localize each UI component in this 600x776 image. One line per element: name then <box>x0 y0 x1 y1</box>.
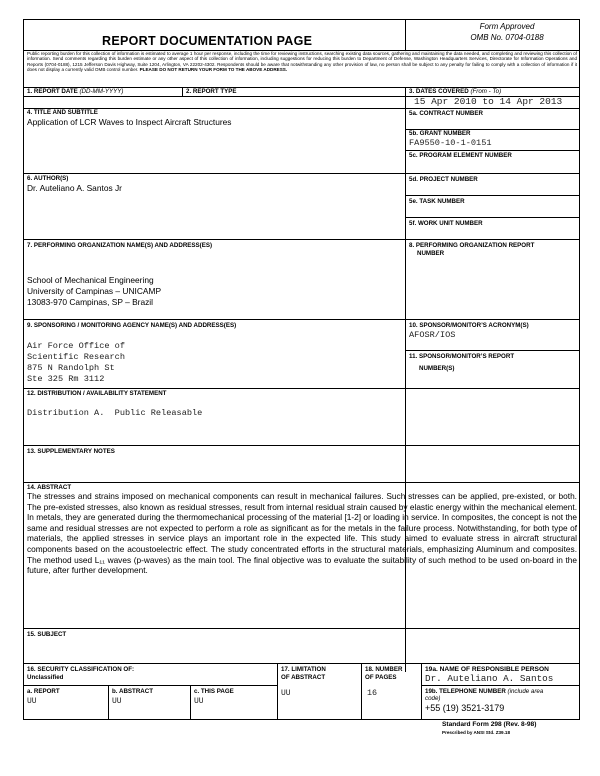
limitation-label: 17. LIMITATION <box>281 666 326 673</box>
report-class-label: a. REPORT <box>27 688 60 695</box>
sponsor-report-label-2: NUMBER(S) <box>419 365 455 372</box>
project-number-label: 5d. PROJECT NUMBER <box>409 176 478 183</box>
authors-label: 6. AUTHOR(S) <box>27 175 69 182</box>
authors-value: Dr. Auteliano A. Santos Jr <box>27 183 122 193</box>
num-pages-label: 18. NUMBER <box>365 666 403 673</box>
responsible-person-value: Dr. Auteliano A. Santos <box>425 673 554 684</box>
dates-covered-value: 15 Apr 2010 to 14 Apr 2013 <box>414 96 563 107</box>
sponsor-acronym-label: 10. SPONSOR/MONITOR’S ACRONYM(S) <box>409 322 529 329</box>
notice-warning: PLEASE DO NOT RETURN YOUR FORM TO THE ABOVE ADDRESS. <box>139 67 288 73</box>
abstract-text: The stresses and strains imposed on mechanical components can result in mechanical failures. Such stresses can be applied, pre-existed, or both. The pre-existed stresses, also known as residual stresses, result from internal residual strain caused by elastic energy within the mechanical element. In metals, they are generated during the thermomechanical processing of the material [1-2] or loading in service. In composites, the concept is not the same and residual stresses are not expected to perform a role as significant as for the metals in the failure process. Notwithstanding, for both type of materials, the applied stresses in service plays an important role in the expected life. This study aimed to evaluate stress in aircraft structural components based on the acoustoelectric effect. The study concentrated efforts in the structural materials, emphasizing Aluminum and composites. The method used L₁₁ waves (p-waves) as the main tool. The final objective was to evaluate the suitability of such method to be used on-board in the future, after further development. <box>27 491 577 576</box>
page-class-label: c. THIS PAGE <box>194 688 234 695</box>
num-pages-value: 16 <box>367 688 378 698</box>
report-class-value: UU <box>27 697 37 706</box>
sponsoring-agency-line: Ste 325 Rm 3112 <box>27 374 105 384</box>
distribution-label: 12. DISTRIBUTION / AVAILABILITY STATEMENT <box>27 390 167 397</box>
grant-number-value: FA9550-10-1-0151 <box>409 138 492 148</box>
burden-notice: Public reporting burden for this collection of information is estimated to average 1 hour per response, including the time for reviewing instructions, searching existing data sources, gathering and maintaining the data needed, and completing and reviewing this collection of information. Send comments regarding this burden estimate or any other aspect of this collection of information, including suggestions for reducing this burden to Department of Defense, Washington Headquarters Services, Directorate for Information Operations and Reports (0704-0188), 1215 Jefferson Davis Highway, Suite 1204, Arlington, VA 22202-4302. Respondents should be aware that notwithstanding any other provision of law, no person shall be subject to any penalty for failing to comply with a collection of information if it does not display a currently valid OMB control number. PLEASE DO NOT RETURN YOUR FORM TO THE ABOVE ADDRESS. <box>27 51 577 73</box>
telephone-hint: code) <box>425 695 441 702</box>
sponsoring-agency-line: Air Force Office of <box>27 341 125 351</box>
dates-covered-label: 3. DATES COVERED (From - To) <box>409 88 502 95</box>
subject-label: 15. SUBJECT <box>27 631 67 638</box>
abstract-class-label: b. ABSTRACT <box>112 688 154 695</box>
performing-org-line: University of Campinas – UNICAMP <box>27 286 162 296</box>
standard-form-label: Standard Form 298 (Rev. 8-98) <box>442 721 537 728</box>
abstract-label: 14. ABSTRACT <box>27 484 72 491</box>
sponsor-acronym-value: AFOSR/IOS <box>409 330 456 340</box>
telephone-label: 19b. TELEPHONE NUMBER (include area <box>425 688 544 695</box>
responsible-person-label: 19a. NAME OF RESPONSIBLE PERSON <box>425 666 549 673</box>
sponsoring-agency-line: Scientific Research <box>27 352 125 362</box>
form-approved-label: Form Approved <box>479 22 535 31</box>
work-unit-label: 5f. WORK UNIT NUMBER <box>409 220 483 227</box>
page-class-value: UU <box>194 697 204 706</box>
abstract-class-value: UU <box>112 697 122 706</box>
supplementary-label: 13. SUPPLEMENTARY NOTES <box>27 448 115 455</box>
program-element-label: 5c. PROGRAM ELEMENT NUMBER <box>409 152 512 159</box>
task-number-label: 5e. TASK NUMBER <box>409 198 465 205</box>
sponsoring-agency-label: 9. SPONSORING / MONITORING AGENCY NAME(S) AND ADDRESS(ES) <box>27 322 237 329</box>
performing-org-line: School of Mechanical Engineering <box>27 275 154 285</box>
sponsoring-agency-line: 875 N Randolph St <box>27 363 115 373</box>
security-value: Unclassified <box>27 674 64 681</box>
telephone-value: +55 (19) 3521-3179 <box>425 703 505 713</box>
grant-number-label: 5b. GRANT NUMBER <box>409 130 471 137</box>
performing-report-label-2: NUMBER <box>417 250 445 257</box>
limitation-label-2: OF ABSTRACT <box>281 674 326 681</box>
omb-number: OMB No. 0704-0188 <box>470 33 544 42</box>
title-label: 4. TITLE AND SUBTITLE <box>27 109 98 116</box>
prescribed-label: Prescribed by ANSI Std. Z39.18 <box>442 730 510 735</box>
divider <box>405 19 406 50</box>
report-date-label: 1. REPORT DATE (DD-MM-YYYY) <box>27 88 124 95</box>
contract-number-label: 5a. CONTRACT NUMBER <box>409 110 483 117</box>
limitation-value: UU <box>281 689 291 698</box>
sponsor-report-label: 11. SPONSOR/MONITOR’S REPORT <box>409 353 515 360</box>
performing-org-line: 13083-970 Campinas, SP – Brazil <box>27 297 154 307</box>
performing-org-label: 7. PERFORMING ORGANIZATION NAME(S) AND ADDRESS(ES) <box>27 242 213 249</box>
page-title: REPORT DOCUMENTATION PAGE <box>102 34 313 48</box>
performing-report-label: 8. PERFORMING ORGANIZATION REPORT <box>409 242 535 249</box>
title-value: Application of LCR Waves to Inspect Aircraft Structures <box>27 117 232 127</box>
distribution-value: Distribution A. Public Releasable <box>27 408 203 418</box>
security-label: 16. SECURITY CLASSIFICATION OF: <box>27 666 135 673</box>
num-pages-label-2: OF PAGES <box>365 674 397 681</box>
report-type-label: 2. REPORT TYPE <box>186 88 237 95</box>
